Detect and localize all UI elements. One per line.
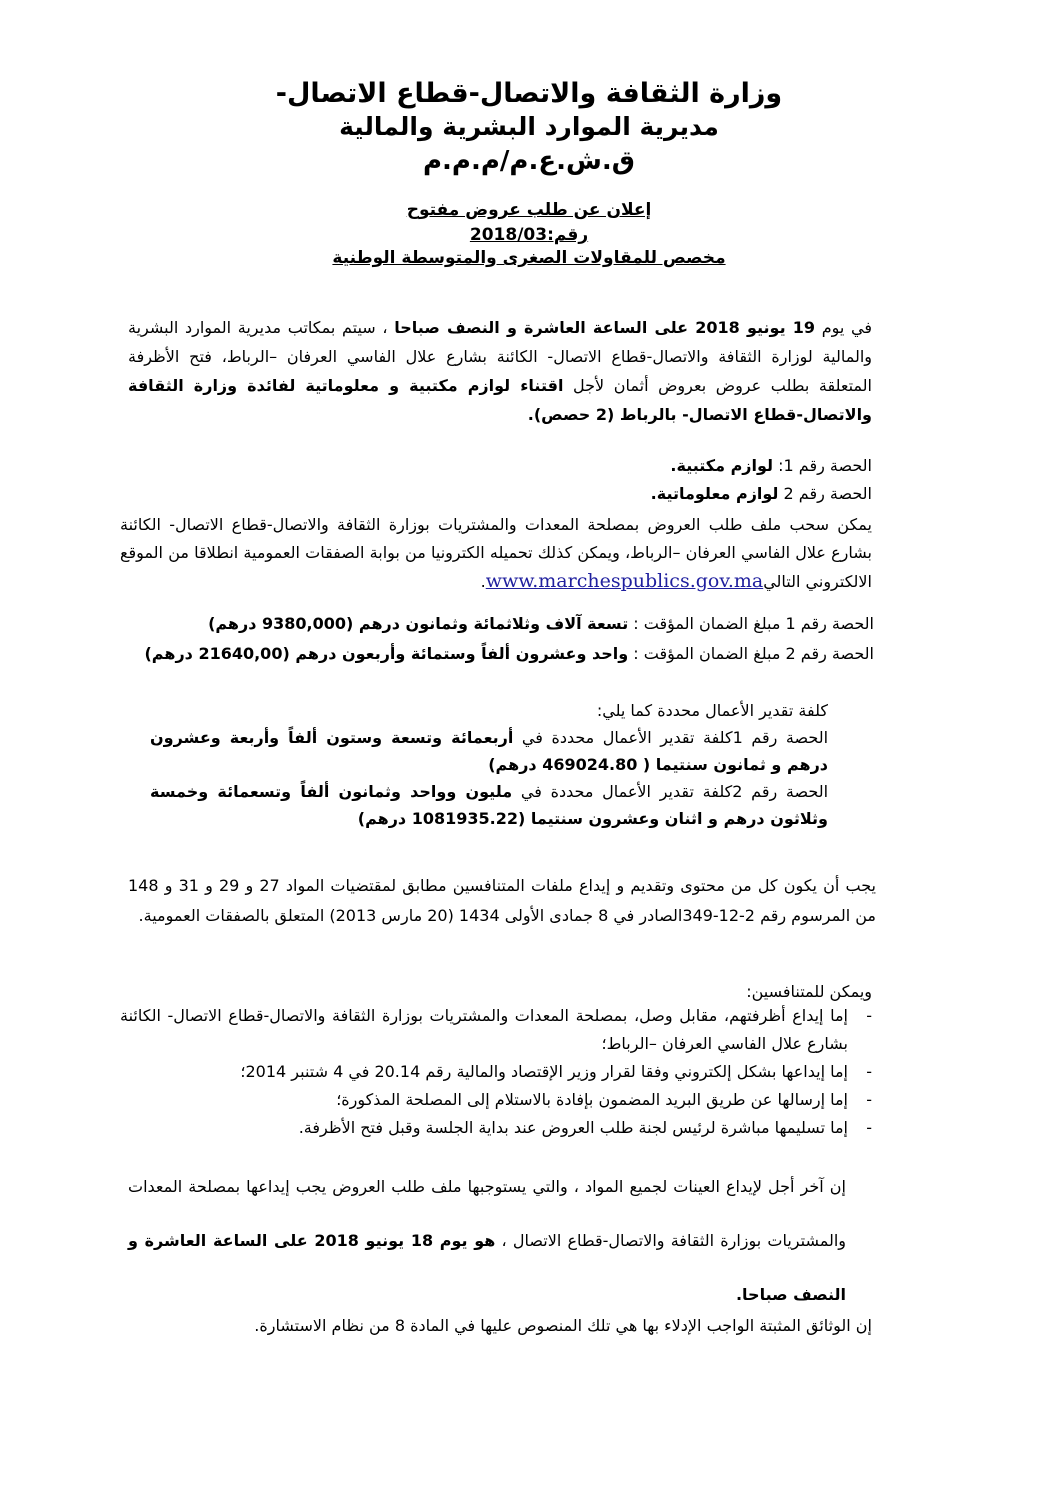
option-text: إما تسليمها مباشرة لرئيس لجنة طلب العروض عند بداية الجلسة وقبل فتح الأظرفة. [298, 1118, 848, 1137]
list-item [120, 1002, 872, 1058]
samples-deadline: هو يوم 18 يونيو 2018 على الساعة العاشرة و النصف صباحا. [128, 1231, 846, 1304]
lot-2-name: لوازم معلوماتية. [650, 484, 779, 503]
cost-lot-1-label: الحصة رقم 1كلفة تقدير الأعمال محددة في [521, 728, 829, 747]
announcement-title: إعلان عن طلب عروض مفتوح [406, 200, 652, 220]
guarantee-lot-2-amount: واحد وعشرون ألفاً وستمائة وأربعون درهم (21640,00 درهم) [144, 644, 629, 663]
lot-1-label: الحصة رقم 1: [778, 456, 872, 475]
announcement-number: رقم:2018/03 [469, 225, 589, 245]
tender-subject: اقتناء لوازم مكتبية و معلوماتية لفائدة وزارة الثقافة والاتصال-قطاع الاتصال- بالرباط (2 حصص). [128, 376, 872, 424]
option-text: إما إيداع أظرفتهم، مقابل وصل، بمصلحة المعدات والمشتريات بوزارة الثقافة والاتصال-قطاع الاتصال- الكائنة بشارع علال الفاسي العرفان –الرباط؛ [120, 1006, 848, 1053]
cost-heading: كلفة تقدير الأعمال محددة كما يلي: [596, 701, 828, 720]
closing-paragraph: إن الوثائق المثبتة الواجب الإدلاء بها هي تلك المنصوص عليها في المادة 8 من نظام الاستشارة. [254, 1316, 872, 1335]
cost-lot-2 [150, 778, 878, 832]
list-item [120, 1114, 872, 1142]
download-paragraph [120, 511, 872, 596]
guarantee-lot-1-amount: تسعة آلاف وثلاثمائة وثمانون درهم (9380,000 درهم) [208, 614, 629, 633]
download-end: . [480, 572, 486, 591]
lot-2-label: الحصة رقم 2 [783, 484, 872, 503]
lot-1-name: لوازم مكتبية. [670, 456, 774, 475]
dash-bullet: - [866, 1118, 872, 1137]
division-code: ق.ش.ع.م/م.م.م [423, 146, 635, 176]
download-text: يمكن سحب ملف طلب العروض بمصلحة المعدات والمشتريات بوزارة الثقافة والاتصال-قطاع الاتصال- الكائنة بشارع علال الفاسي العرفان –الرباط، ويمكن كذلك تحميله الكترونيا من بوابة الصفقات العمومية انطلاقا من الموقع الالكتروني التالي [120, 515, 872, 591]
ministry-title: وزارة الثقافة والاتصال-قطاع الاتصال- [275, 78, 783, 109]
legal-paragraph: يجب أن يكون كل من محتوى وتقديم و إيداع ملفات المتنافسين مطابق لمقتضيات المواد 27 و 29 و 31 و 148 من المرسوم رقم 2-12-349الصادر في 8 جمادى الأولى 1434 (20 مارس 2013) المتعلق بالصفقات العمومية. [128, 876, 876, 925]
announcement-subtitle: مخصص للمقاولات الصغرى والمتوسطة الوطنية [332, 248, 726, 268]
directorate-title: مديرية الموارد البشرية والمالية [339, 112, 719, 141]
cost-lot-2-label: الحصة رقم 2كلفة تقدير الأعمال محددة في [520, 782, 829, 801]
marchespublics-link[interactable]: www.marchespublics.gov.ma [485, 570, 764, 592]
guarantee-lot-2 [144, 644, 874, 663]
guarantee-lot-2-label: الحصة رقم 2 مبلغ الضمان المؤقت : [633, 644, 874, 663]
option-text: إما إرسالها عن طريق البريد المضمون بإفادة بالاستلام إلى المصلحة المذكورة؛ [336, 1090, 848, 1109]
intro-text-start: في يوم [821, 318, 872, 337]
lot-2 [651, 481, 872, 507]
cost-lot-2-amount: مليون وواحد وثمانون ألفاً وتسعمائة وخمسة وثلاثون درهم و اثنان وعشرون سنتيما (1081935.22 درهم) [150, 782, 828, 828]
option-text: إما إيداعها بشكل إلكتروني وفقا لقرار وزير الإقتصاد والمالية رقم 20.14 في 4 شتنبر 2014؛ [240, 1062, 848, 1081]
intro-text-middle: ، سيتم بمكاتب مديرية الموارد البشرية والمالية لوزارة الثقافة والاتصال-قطاع الاتصال- الكائنة بشارع علال الفاسي العرفان –الرباط، فتح الأظرفة المتعلقة بطلب عروض بعروض أثمان لأجل [128, 318, 872, 395]
samples-paragraph [128, 1160, 846, 1322]
dash-bullet: - [866, 1090, 872, 1109]
intro-paragraph [128, 313, 872, 429]
guarantee-lot-1-label: الحصة رقم 1 مبلغ الضمان المؤقت : [633, 614, 874, 633]
lot-1 [670, 453, 872, 479]
samples-text: إن آخر أجل لإيداع العينات لجميع المواد ، والتي يستوجبها ملف طلب العروض يجب إيداعها بمصلحة المعدات والمشتريات بوزارة الثقافة والاتصال-قطاع الاتصال ، [128, 1177, 847, 1250]
list-item [120, 1086, 872, 1114]
cost-lot-1 [150, 724, 878, 778]
list-item [120, 1058, 872, 1086]
cost-lot-1-amount: أربعمائة وتسعة وستون ألفاً وأربعة وعشرون درهم و ثمانون سنتيما ( 469024.80 درهم) [150, 728, 828, 774]
opening-date: 19 يونيو 2018 على الساعة العاشرة و النصف صباحا [394, 318, 816, 337]
options-heading: ويمكن للمتنافسين: [746, 982, 872, 1001]
dash-bullet: - [866, 1062, 872, 1081]
dash-bullet: - [866, 1006, 872, 1025]
guarantee-lot-1 [208, 614, 874, 633]
cost-estimate-section [150, 697, 878, 832]
submission-options-list [120, 1002, 872, 1142]
